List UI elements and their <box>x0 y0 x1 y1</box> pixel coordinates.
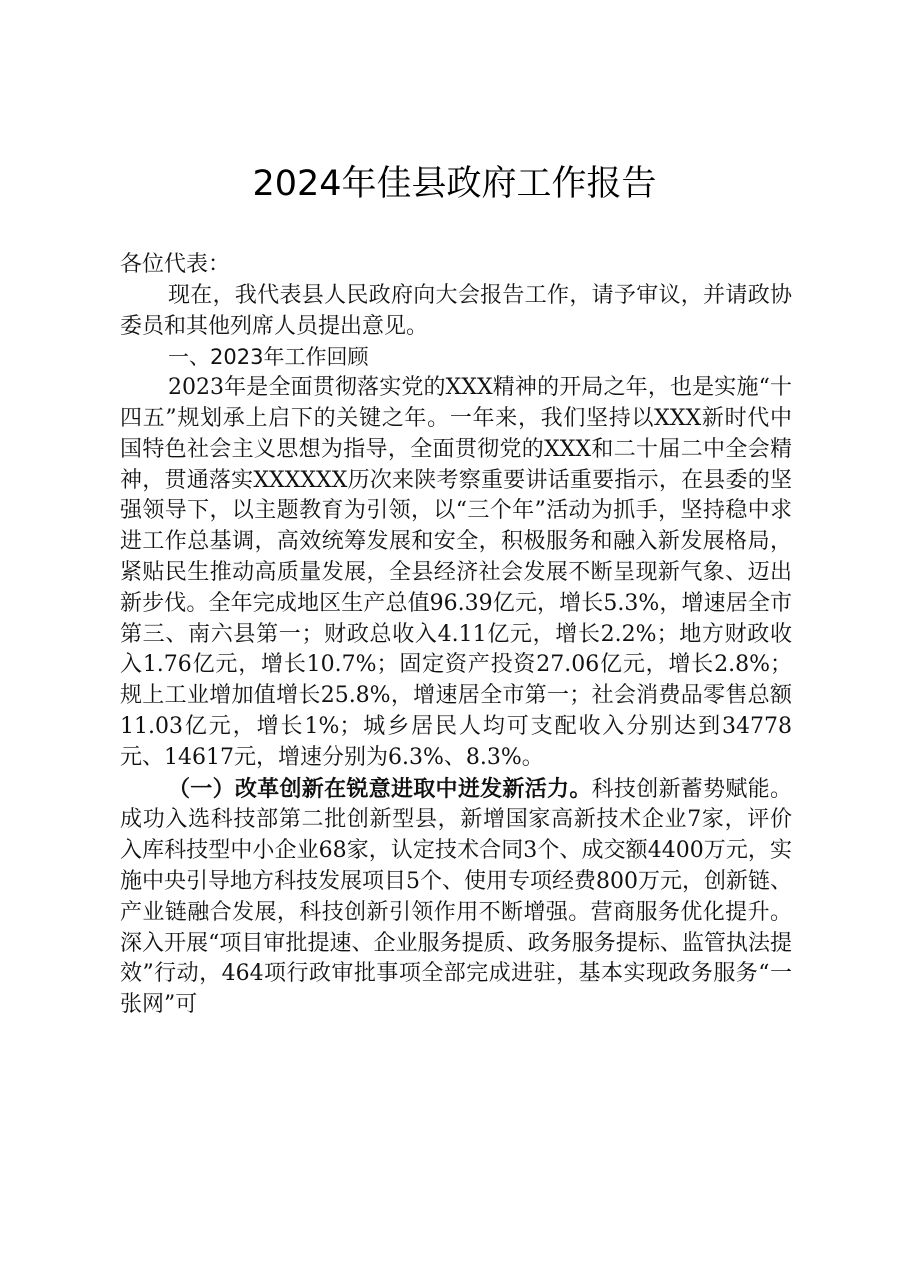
review-paragraph: 2023年是全面贯彻落实党的XXX精神的开局之年，也是实施“十四五”规划承上启下的关键之年。一年来，我们坚持以XXX新时代中国特色社会主义思想为指导，全面贯彻党的XXX和二十届二中全会精神，贯通落实XXXXXX历次来陕考察重要讲话重要指示，在县委的坚强领导下，以主题教育为引领，以“三个年”活动为抓手，坚持稳中求进工作总基调，高效统筹发展和安全，积极服务和融入新发展格局，紧贴民生推动高质量发展，全县经济社会发展不断呈现新气象、迈出新步伐。全年完成地区生产总值96.39亿元，增长5.3%，增速居全市第三、南六县第一；财政总收入4.11亿元，增长2.2%；地方财政收入1.76亿元，增长10.7%；固定资产投资27.06亿元，增长2.8%；规上工业增加值增长25.8%，增速居全市第一；社会消费品零售总额11.03亿元，增长1%；城乡居民人均可支配收入分别达到34778元、14617元，增速分别为6.3%、8.3%。 <box>120 375 792 770</box>
document-body <box>120 250 792 1021</box>
document-title: 2024年佳县政府工作报告 <box>252 164 657 204</box>
intro-paragraph: 现在，我代表县人民政府向大会报告工作，请予审议，并请政协委员和其他列席人员提出意见。 <box>120 282 792 339</box>
subsection-lead: （一）改革创新在锐意进取中迸发新活力。 <box>168 775 592 802</box>
subsection-paragraph <box>120 774 792 1021</box>
subsection-text: 科技创新蓄势赋能。成功入选科技部第二批创新型县，新增国家高新技术企业7家，评价入库科技型中小企业68家，认定技术合同3个、成交额4400万元，实施中央引导地方科技发展项目5个、使用专项经费800万元，创新链、产业链融合发展，科技创新引领作用不断增强。营商服务优化提升。深入开展“项目审批提速、企业服务提质、政务服务提标、监管执法提效”行动，464项行政审批事项全部完成进驻，基本实现政务服务“一张网”可 <box>120 776 792 1018</box>
salutation: 各位代表： <box>120 252 231 277</box>
section-heading: 一、2023年工作回顾 <box>168 345 369 370</box>
